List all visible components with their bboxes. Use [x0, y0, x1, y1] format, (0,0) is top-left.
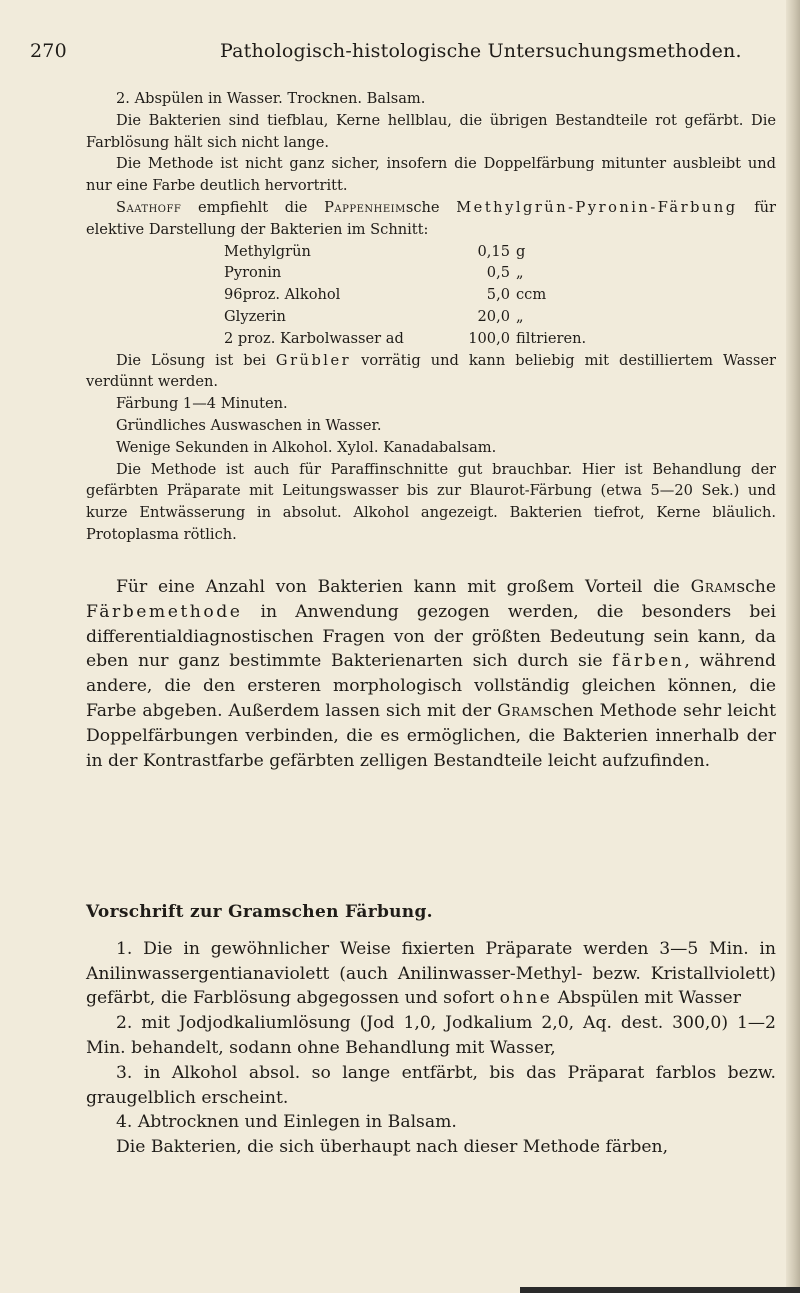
text-span: sche: [405, 198, 457, 216]
dehydration-step: Wenige Sekunden in Alkohol. Xylol. Kanadabalsam.: [116, 438, 497, 456]
section-heading: Vorschrift zur Gramschen Färbung.: [86, 902, 433, 922]
text-span: vorrätig und kann beliebig mit destilliertem Wasser verdünnt werden.: [86, 351, 776, 391]
procedure-step-4: 4. Abtrocknen und Einlegen in Balsam.: [116, 1112, 457, 1133]
result-paragraph: Die Bakterien sind tiefblau, Kerne hellblau, die übrigen Bestandteile rot gefärbt. Die Farblösung hält sich nicht lange.: [86, 111, 776, 151]
recipe-ingredient: Pyronin: [224, 264, 282, 282]
page-edge-shadow: [786, 0, 800, 1293]
text-span: , während andere, die den ersteren morphologisch vollständig gleichen können, die Farbe abgeben. Außerdem lassen sich mit der: [86, 651, 776, 721]
recipe-row: [224, 284, 586, 306]
procedure-step-1: [86, 937, 776, 1011]
recipe-ingredient: 2 proz. Karbolwasser ad: [224, 329, 404, 347]
text-span: schen Methode sehr leicht Doppelfärbungen verbinden, die es ermöglichen, die Bakterien innerhalb der in der Kontrastfarbe gefärbten zelligen Bestandteile leicht aufzufinden.: [86, 700, 776, 771]
recipe-ingredient: Glyzerin: [224, 307, 286, 325]
recipe-row: [224, 262, 586, 284]
gram-procedure-block: [86, 900, 776, 1160]
recipe-ingredient: 96proz. Alkohol: [224, 286, 341, 304]
recipe-unit: g: [516, 242, 526, 260]
recipe-unit: „: [516, 264, 524, 282]
running-title: Pathologisch-histologische Untersuchungsmethoden.: [220, 40, 742, 62]
recipe-amount: 0,5: [486, 264, 510, 282]
text-span: empfiehlt die: [181, 198, 325, 216]
saathoff-paragraph: [86, 197, 776, 241]
washing-step: Gründliches Auswaschen in Wasser.: [116, 416, 382, 434]
recipe-unit: ccm: [516, 286, 547, 304]
gram-paragraph-block: [86, 575, 776, 773]
recipe-row: [224, 306, 586, 328]
procedure-step-3: 3. in Alkohol absol. so lange entfärbt, bis das Präparat farblos bezw. graugelblich erscheint.: [86, 1062, 776, 1108]
recipe-amount: 100,0: [468, 329, 510, 347]
closing-line: Die Bakterien, die sich überhaupt nach dieser Methode färben,: [116, 1137, 669, 1158]
page-number: 270: [30, 40, 67, 62]
staining-step: Färbung 1—4 Minuten.: [116, 395, 288, 413]
text-span: in Anwendung gezogen werden, die besonders bei differentialdiagnostischen Fragen von der größten Bedeutung sein kann, da eben nur ganz bestimmte Bakterienarten sich durch sie: [86, 601, 776, 672]
text-span: Die Lösung ist bei: [116, 351, 276, 369]
method-caveat-paragraph: Die Methode ist nicht ganz sicher, insofern die Doppelfärbung mitunter ausbleibt und nur eine Farbe deutlich hervortritt.: [86, 155, 776, 195]
recipe-amount: 0,15: [477, 242, 510, 260]
solution-paragraph: [86, 350, 776, 394]
recipe-table: [224, 241, 586, 350]
text-span: sche: [736, 577, 776, 597]
gram-paragraph: [86, 575, 776, 773]
stain-name: Methylgrün-Pyronin-Färbung: [456, 198, 738, 216]
emphasis-word: färben: [612, 651, 685, 672]
text-span: für elektive Darstellung der Bakterien im Schnitt:: [86, 198, 776, 238]
recipe-ingredient: Methylgrün: [224, 242, 311, 260]
text-span: Abspülen mit Wasser: [552, 988, 741, 1009]
author-name: Saathoff: [116, 198, 182, 216]
recipe-unit: „: [516, 307, 524, 325]
recipe-unit: filtrieren.: [516, 329, 587, 347]
method-name: Färbemethode: [86, 601, 243, 622]
text-span: Für eine Anzahl von Bakterien kann mit großem Vorteil die: [116, 577, 691, 597]
supplier-name: Grübler: [275, 351, 352, 369]
recipe-row: [224, 241, 586, 263]
recipe-amount: 20,0: [477, 307, 510, 325]
step-2-line: 2. Abspülen in Wasser. Trocknen. Balsam.: [116, 90, 426, 107]
text-span: 1. Die in gewöhnlicher Weise fixierten Präparate werden 3—5 Min. in Anilinwassergentianaviolett (auch Anilinwasser-Methyl- bezw. Kristallviolett) gefärbt, die Farblösung abgegossen und sofort: [86, 938, 776, 1009]
top-small-text-block: [86, 88, 776, 546]
author-name: Gram: [497, 700, 543, 721]
page-bottom-edge: [520, 1287, 800, 1293]
author-name: Gram: [690, 577, 737, 597]
recipe-row: [224, 328, 586, 350]
procedure-step-2: 2. mit Jodjodkaliumlösung (Jod 1,0, Jodkalium 2,0, Aq. dest. 300,0) 1—2 Min. behandelt, sodann ohne Behandlung mit Wasser,: [86, 1013, 776, 1058]
author-name: Pappenheim: [324, 198, 406, 216]
paraffin-paragraph: Die Methode ist auch für Paraffinschnitte gut brauchbar. Hier ist Behandlung der gefärbten Präparate mit Leitungswasser bis zur Blaurot-Färbung (etwa 5—20 Sek.) und kurze Entwässerung in absolut. Alkohol angezeigt. Bakterien tiefrot, Kerne bläulich. Protoplasma rötlich.: [86, 460, 776, 543]
emphasis-word: ohne: [499, 988, 553, 1009]
recipe-amount: 5,0: [486, 286, 510, 304]
